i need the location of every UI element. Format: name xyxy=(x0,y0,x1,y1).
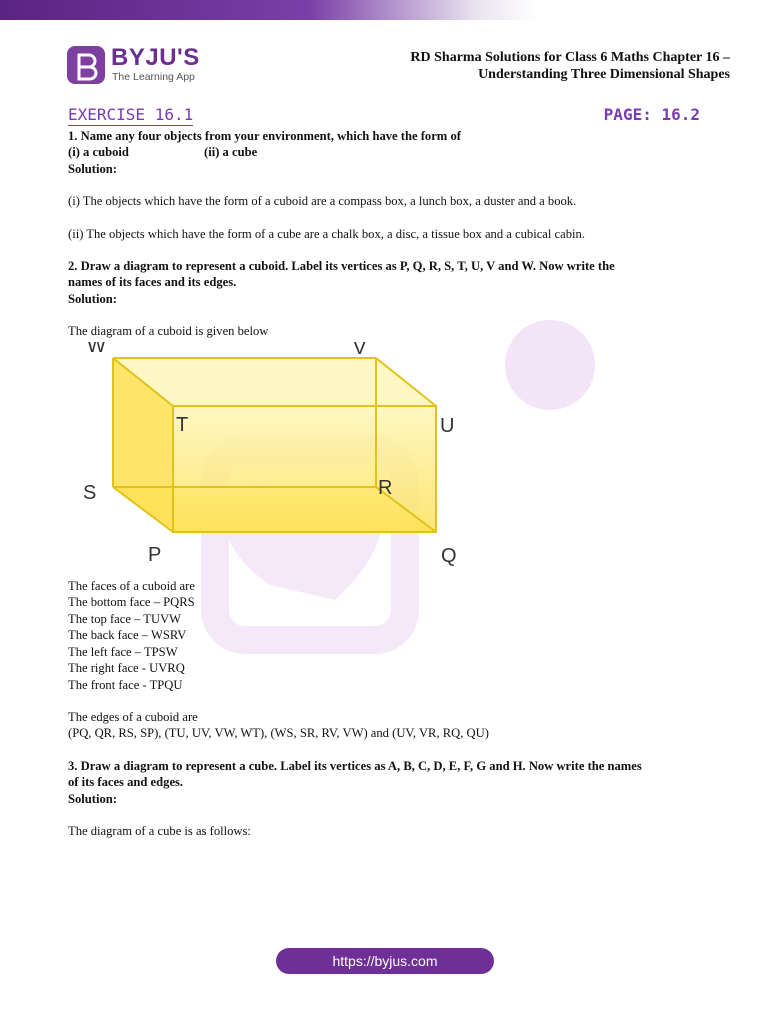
cuboid-diagram xyxy=(60,342,480,574)
edges-list: (PQ, QR, RS, SP), (TU, UV, VW, WT), (WS, SR, RV, VW) and (UV, VR, RQ, QU) xyxy=(68,726,489,741)
page-number: PAGE: 16.2 xyxy=(603,105,700,124)
q1-options xyxy=(68,144,708,160)
q1-question: 1. Name any four objects from your environment, which have the form of xyxy=(68,129,461,143)
q1-option-1: (i) a cuboid xyxy=(68,145,129,160)
document-title xyxy=(350,49,730,83)
q3-question-line1: 3. Draw a diagram to represent a cube. Label its vertices as A, B, C, D, E, F, G and H. Now write the names xyxy=(68,758,642,773)
vertex-label-u: U xyxy=(440,414,455,437)
q3-intro: The diagram of a cube is as follows: xyxy=(68,823,251,838)
q2-question-line1: 2. Draw a diagram to represent a cuboid. Label its vertices as P, Q, R, S, T, U, V and W. Now write the xyxy=(68,259,615,274)
q3-question-line2: of its faces and edges. xyxy=(68,775,184,790)
edges-intro: The edges of a cuboid are xyxy=(68,709,198,724)
face-item: The right face - UVRQ xyxy=(68,661,185,676)
vertex-label-w: W xyxy=(87,341,106,357)
vertex-label-s: S xyxy=(83,481,97,504)
q1-answer-2: (ii) The objects which have the form of a cube are a chalk box, a disc, a tissue box and a cubical cabin. xyxy=(68,226,585,241)
document-title-line2: Understanding Three Dimensional Shapes xyxy=(478,67,730,82)
vertex-label-r: R xyxy=(378,476,393,499)
face-item: The front face - TPQU xyxy=(68,677,183,692)
q2-question-line2: names of its faces and its edges. xyxy=(68,275,237,290)
q1-option-2: (ii) a cube xyxy=(204,145,258,160)
top-brand-bar xyxy=(0,0,768,20)
vertex-label-t: T xyxy=(176,413,189,436)
face-item: The bottom face – PQRS xyxy=(68,595,195,610)
faces-intro: The faces of a cuboid are xyxy=(68,579,195,594)
vertex-label-q: Q xyxy=(441,544,457,567)
vertex-label-p: P xyxy=(148,543,162,566)
exercise-header xyxy=(68,105,700,127)
q2-solution-label: Solution: xyxy=(68,291,117,306)
footer-url-link[interactable]: https://byjus.com xyxy=(276,948,494,974)
byjus-logo-icon xyxy=(67,46,105,84)
vertex-label-v: V xyxy=(353,341,367,359)
document-body xyxy=(68,128,708,839)
face-item: The back face – WSRV xyxy=(68,628,187,643)
logo-subtitle: The Learning App xyxy=(112,71,195,83)
q3-solution-label: Solution: xyxy=(68,791,117,806)
cuboid-front-face xyxy=(173,406,436,532)
document-title-line1: RD Sharma Solutions for Class 6 Maths Chapter 16 – xyxy=(410,50,730,65)
logo-text: BYJU'S xyxy=(111,44,200,71)
face-item: The top face – TUVW xyxy=(68,611,182,626)
byjus-logo[interactable] xyxy=(67,46,217,88)
q1-solution-label: Solution: xyxy=(68,161,117,176)
exercise-label: EXERCISE 16.1 xyxy=(68,105,194,124)
q1-answer-1: (i) The objects which have the form of a cuboid are a compass box, a lunch box, a duster and a book. xyxy=(68,194,577,209)
q2-intro: The diagram of a cuboid is given below xyxy=(68,324,269,339)
face-item: The left face – TPSW xyxy=(68,644,178,659)
